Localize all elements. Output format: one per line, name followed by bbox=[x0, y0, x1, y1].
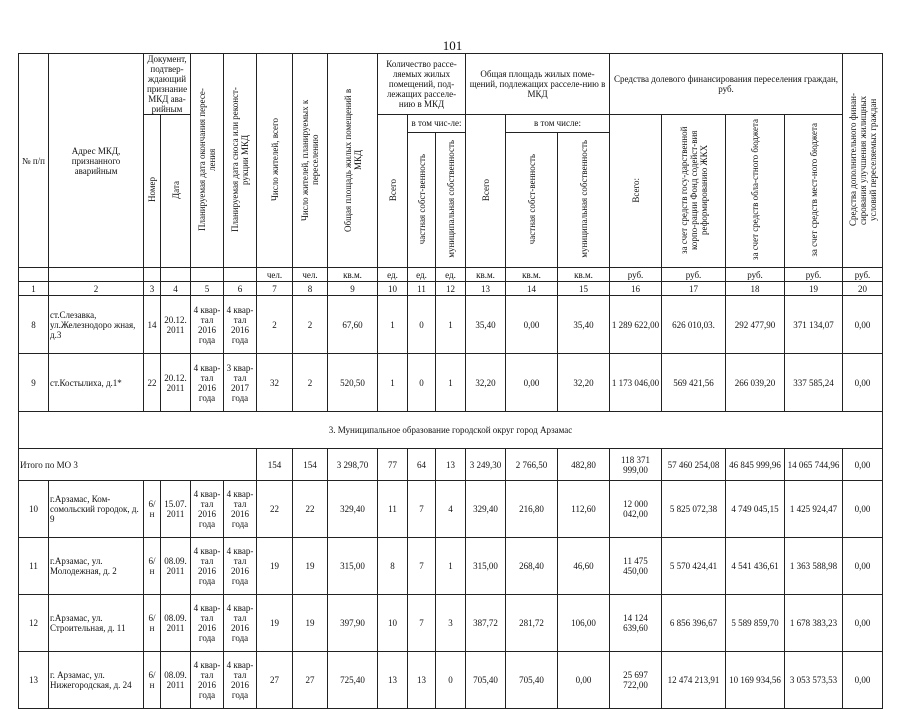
header-incl: в том чис-ле: bbox=[408, 115, 466, 133]
cell-n: 9 bbox=[19, 354, 49, 412]
cell-rm: 3 bbox=[436, 595, 466, 652]
header-regional: за счет средств обла-стного бюджета bbox=[726, 115, 785, 268]
total-label: Итого по МО 3 bbox=[19, 449, 257, 481]
total-cell: 13 bbox=[436, 449, 466, 481]
unit-cell: ед. bbox=[436, 268, 466, 282]
section-title: 3. Муниципальное образование городской округ город Арзамас bbox=[19, 412, 883, 449]
cell-res: 32 bbox=[257, 354, 293, 412]
cell-ft: 25 697 722,00 bbox=[610, 652, 662, 709]
header-additional: Средства дополнительного финан-сирования улучшения жилищных условий переселяемых граждан bbox=[843, 54, 883, 268]
cell-date: 20.12. 2011 bbox=[161, 296, 191, 354]
cell-fl: 1 425 924,47 bbox=[785, 481, 843, 538]
cell-area: 397,90 bbox=[328, 595, 378, 652]
cell-ap: 216,80 bbox=[506, 481, 558, 538]
cell-docnum: 6/ н bbox=[144, 595, 161, 652]
cell-end: 4 квар-тал 2016 года bbox=[191, 595, 224, 652]
cell-addr: г.Арзамас, Ком-сомольский городок, д. 9 bbox=[49, 481, 144, 538]
cell-n: 13 bbox=[19, 652, 49, 709]
cell-at: 35,40 bbox=[466, 296, 506, 354]
cell-plan: 19 bbox=[293, 595, 328, 652]
table-row bbox=[19, 481, 883, 538]
cell-rt: 1 bbox=[378, 296, 408, 354]
column-numbers-row: 1 2 3 4 5 6 7 8 9 10 11 12 13 14 15 16 17 18 19 20 bbox=[19, 282, 883, 296]
cell-am: 32,20 bbox=[558, 354, 610, 412]
cell-fl: 3 053 573,53 bbox=[785, 652, 843, 709]
cell-fa: 0,00 bbox=[843, 538, 883, 595]
cell-rp: 13 bbox=[408, 652, 436, 709]
cell-plan: 27 bbox=[293, 652, 328, 709]
cell-ft: 12 000 042,00 bbox=[610, 481, 662, 538]
cell-ft: 14 124 639,60 bbox=[610, 595, 662, 652]
total-cell: 482,80 bbox=[558, 449, 610, 481]
unit-cell: руб. bbox=[726, 268, 785, 282]
header-residents-total: Число жителей, всего bbox=[257, 54, 293, 268]
cell-rm: 1 bbox=[436, 296, 466, 354]
cell-date: 08.09. 2011 bbox=[161, 538, 191, 595]
cell-ff: 626 010,03. bbox=[662, 296, 726, 354]
cell-fr: 5 589 859,70 bbox=[726, 595, 785, 652]
cell-ap: 0,00 bbox=[506, 354, 558, 412]
cell-res: 19 bbox=[257, 538, 293, 595]
cell-n: 11 bbox=[19, 538, 49, 595]
total-cell: 3 298,70 bbox=[328, 449, 378, 481]
table-row bbox=[19, 538, 883, 595]
table-row bbox=[19, 652, 883, 709]
cell-rp: 0 bbox=[408, 296, 436, 354]
cell-docnum: 14 bbox=[144, 296, 161, 354]
total-cell: 3 249,30 bbox=[466, 449, 506, 481]
cell-fr: 266 039,20 bbox=[726, 354, 785, 412]
cell-end: 4 квар-тал 2016 года bbox=[191, 354, 224, 412]
unit-cell: кв.м. bbox=[558, 268, 610, 282]
cell-docnum: 6/ н bbox=[144, 538, 161, 595]
unit-cell: руб. bbox=[785, 268, 843, 282]
cell-am: 0,00 bbox=[558, 652, 610, 709]
cell-fr: 292 477,90 bbox=[726, 296, 785, 354]
page-number: 101 bbox=[442, 38, 463, 53]
header-rooms-total: Всего bbox=[378, 115, 408, 268]
header-num: № п/п bbox=[19, 54, 49, 268]
cell-at: 705,40 bbox=[466, 652, 506, 709]
cell-date: 20.12. 2011 bbox=[161, 354, 191, 412]
header-funds-total: Всего: bbox=[610, 115, 662, 268]
cell-dem: 4 квар-тал 2016 года bbox=[224, 652, 257, 709]
cell-fl: 1 363 588,98 bbox=[785, 538, 843, 595]
cell-fa: 0,00 bbox=[843, 652, 883, 709]
cell-addr: г.Арзамас, ул. Молодежная, д. 2 bbox=[49, 538, 144, 595]
cell-ff: 5 570 424,41 bbox=[662, 538, 726, 595]
cell-ap: 268,40 bbox=[506, 538, 558, 595]
cell-date: 08.09. 2011 bbox=[161, 652, 191, 709]
unit-cell: ед. bbox=[378, 268, 408, 282]
unit-cell: кв.м. bbox=[466, 268, 506, 282]
cell-dem: 4 квар-тал 2016 года bbox=[224, 296, 257, 354]
cell-ff: 5 825 072,38 bbox=[662, 481, 726, 538]
cell-fl: 1 678 383,23 bbox=[785, 595, 843, 652]
cell-area: 520,50 bbox=[328, 354, 378, 412]
cell-ap: 281,72 bbox=[506, 595, 558, 652]
cell-res: 2 bbox=[257, 296, 293, 354]
total-cell: 2 766,50 bbox=[506, 449, 558, 481]
cell-end: 4 квар-тал 2016 года bbox=[191, 481, 224, 538]
cell-fa: 0,00 bbox=[843, 354, 883, 412]
cell-end: 4 квар-тал 2016 года bbox=[191, 538, 224, 595]
cell-rt: 11 bbox=[378, 481, 408, 538]
total-cell: 64 bbox=[408, 449, 436, 481]
cell-ff: 6 856 396,67 bbox=[662, 595, 726, 652]
header-private2: частная собст-венность bbox=[506, 132, 558, 267]
cell-n: 10 bbox=[19, 481, 49, 538]
cell-rp: 0 bbox=[408, 354, 436, 412]
cell-at: 329,40 bbox=[466, 481, 506, 538]
resettlement-table bbox=[18, 53, 883, 709]
cell-end: 4 квар-тал 2016 года bbox=[191, 296, 224, 354]
cell-fr: 4 541 436,61 bbox=[726, 538, 785, 595]
cell-dem: 4 квар-тал 2016 года bbox=[224, 481, 257, 538]
cell-rm: 4 bbox=[436, 481, 466, 538]
cell-fa: 0,00 bbox=[843, 595, 883, 652]
cell-area: 725,40 bbox=[328, 652, 378, 709]
header-planned-end: Планируемая дата окончания пересе-ления bbox=[191, 54, 224, 268]
cell-fr: 4 749 045,15 bbox=[726, 481, 785, 538]
unit-cell: руб. bbox=[843, 268, 883, 282]
header-incl2: в том числе: bbox=[506, 115, 610, 133]
cell-res: 27 bbox=[257, 652, 293, 709]
table-row bbox=[19, 354, 883, 412]
header-doc-date: Дата bbox=[161, 115, 191, 268]
cell-addr: ст.Слезавка, ул.Железнодоро жная, д.3 bbox=[49, 296, 144, 354]
total-cell: 154 bbox=[257, 449, 293, 481]
unit-cell: руб. bbox=[610, 268, 662, 282]
header-area-total: Общая площадь жилых помещений в МКД bbox=[328, 54, 378, 268]
total-cell: 154 bbox=[293, 449, 328, 481]
cell-addr: г.Арзамас, ул. Строительная, д. 11 bbox=[49, 595, 144, 652]
unit-cell: чел. bbox=[293, 268, 328, 282]
cell-fa: 0,00 bbox=[843, 481, 883, 538]
cell-rt: 10 bbox=[378, 595, 408, 652]
cell-dem: 3 квар-тал 2017 года bbox=[224, 354, 257, 412]
cell-fl: 371 134,07 bbox=[785, 296, 843, 354]
cell-dem: 4 квар-тал 2016 года bbox=[224, 538, 257, 595]
unit-cell: чел. bbox=[257, 268, 293, 282]
cell-n: 12 bbox=[19, 595, 49, 652]
table-row bbox=[19, 595, 883, 652]
cell-at: 32,20 bbox=[466, 354, 506, 412]
cell-rt: 1 bbox=[378, 354, 408, 412]
total-cell: 77 bbox=[378, 449, 408, 481]
cell-addr: ст.Костылиха, д.1* bbox=[49, 354, 144, 412]
cell-rp: 7 bbox=[408, 481, 436, 538]
table-row bbox=[19, 296, 883, 354]
header-local: за счет средств мест-ного бюджета bbox=[785, 115, 843, 268]
cell-plan: 2 bbox=[293, 354, 328, 412]
cell-addr: г. Арзамас, ул. Нижегородская, д. 24 bbox=[49, 652, 144, 709]
cell-rm: 1 bbox=[436, 354, 466, 412]
cell-am: 35,40 bbox=[558, 296, 610, 354]
cell-ft: 1 289 622,00 bbox=[610, 296, 662, 354]
unit-cell: кв.м. bbox=[328, 268, 378, 282]
cell-rt: 8 bbox=[378, 538, 408, 595]
header-area-resettle: Общая площадь жилых поме-щений, подлежащих расселе-нию в МКД bbox=[466, 54, 610, 115]
cell-rm: 1 bbox=[436, 538, 466, 595]
cell-ff: 12 474 213,91 bbox=[662, 652, 726, 709]
cell-plan: 19 bbox=[293, 538, 328, 595]
header-private: частная собст-венность bbox=[408, 132, 436, 267]
header-municipal: муниципальная собственность bbox=[436, 132, 466, 267]
unit-cell: руб. bbox=[662, 268, 726, 282]
header-area-total2: Всего bbox=[466, 115, 506, 268]
cell-ft: 1 173 046,00 bbox=[610, 354, 662, 412]
cell-res: 22 bbox=[257, 481, 293, 538]
header-rooms: Количество рассе-ляемых жилых помещений, под-лежащих расселе-нию в МКД bbox=[378, 54, 466, 115]
header-planned-demolition: Планируемая дата сноса или реконст-рукции МКД bbox=[224, 54, 257, 268]
cell-rt: 13 bbox=[378, 652, 408, 709]
header-municipal2: муниципальная собственность bbox=[558, 132, 610, 267]
cell-docnum: 22 bbox=[144, 354, 161, 412]
unit-cell: кв.м. bbox=[506, 268, 558, 282]
cell-docnum: 6/ н bbox=[144, 652, 161, 709]
cell-date: 15.07. 2011 bbox=[161, 481, 191, 538]
cell-n: 8 bbox=[19, 296, 49, 354]
header-residents-planned: Число жителей, планируемых к переселению bbox=[293, 54, 328, 268]
cell-ft: 11 475 450,00 bbox=[610, 538, 662, 595]
cell-plan: 2 bbox=[293, 296, 328, 354]
units-row bbox=[19, 268, 883, 282]
header-funds: Средства долевого финансирования переселения граждан, руб. bbox=[610, 54, 843, 115]
header-doc-number: Номер bbox=[144, 115, 161, 268]
cell-fa: 0,00 bbox=[843, 296, 883, 354]
total-cell: 46 845 999,96 bbox=[726, 449, 785, 481]
total-row bbox=[19, 449, 883, 481]
cell-ap: 705,40 bbox=[506, 652, 558, 709]
unit-cell: ед. bbox=[408, 268, 436, 282]
cell-at: 387,72 bbox=[466, 595, 506, 652]
total-cell: 0,00 bbox=[843, 449, 883, 481]
cell-area: 315,00 bbox=[328, 538, 378, 595]
header-fund-source: за счет средств госу-дарственной корпо-рации Фонд содейст-вия реформированию ЖКХ bbox=[662, 115, 726, 268]
total-cell: 14 065 744,96 bbox=[785, 449, 843, 481]
cell-docnum: 6/ н bbox=[144, 481, 161, 538]
cell-am: 46,60 bbox=[558, 538, 610, 595]
cell-fl: 337 585,24 bbox=[785, 354, 843, 412]
cell-rp: 7 bbox=[408, 595, 436, 652]
cell-res: 19 bbox=[257, 595, 293, 652]
cell-fr: 10 169 934,56 bbox=[726, 652, 785, 709]
cell-dem: 4 квар-тал 2016 года bbox=[224, 595, 257, 652]
cell-date: 08.09. 2011 bbox=[161, 595, 191, 652]
cell-rp: 7 bbox=[408, 538, 436, 595]
cell-am: 106,00 bbox=[558, 595, 610, 652]
header-address: Адрес МКД, признанного аварийным bbox=[49, 54, 144, 268]
cell-plan: 22 bbox=[293, 481, 328, 538]
cell-rm: 0 bbox=[436, 652, 466, 709]
total-cell: 118 371 999,00 bbox=[610, 449, 662, 481]
cell-am: 112,60 bbox=[558, 481, 610, 538]
cell-area: 329,40 bbox=[328, 481, 378, 538]
cell-area: 67,60 bbox=[328, 296, 378, 354]
cell-ap: 0,00 bbox=[506, 296, 558, 354]
cell-ff: 569 421,56 bbox=[662, 354, 726, 412]
cell-at: 315,00 bbox=[466, 538, 506, 595]
header-document: Документ, подтвер-ждающий признание МКД ава-рийным bbox=[144, 54, 191, 115]
total-cell: 57 460 254,08 bbox=[662, 449, 726, 481]
cell-end: 4 квар-тал 2016 года bbox=[191, 652, 224, 709]
